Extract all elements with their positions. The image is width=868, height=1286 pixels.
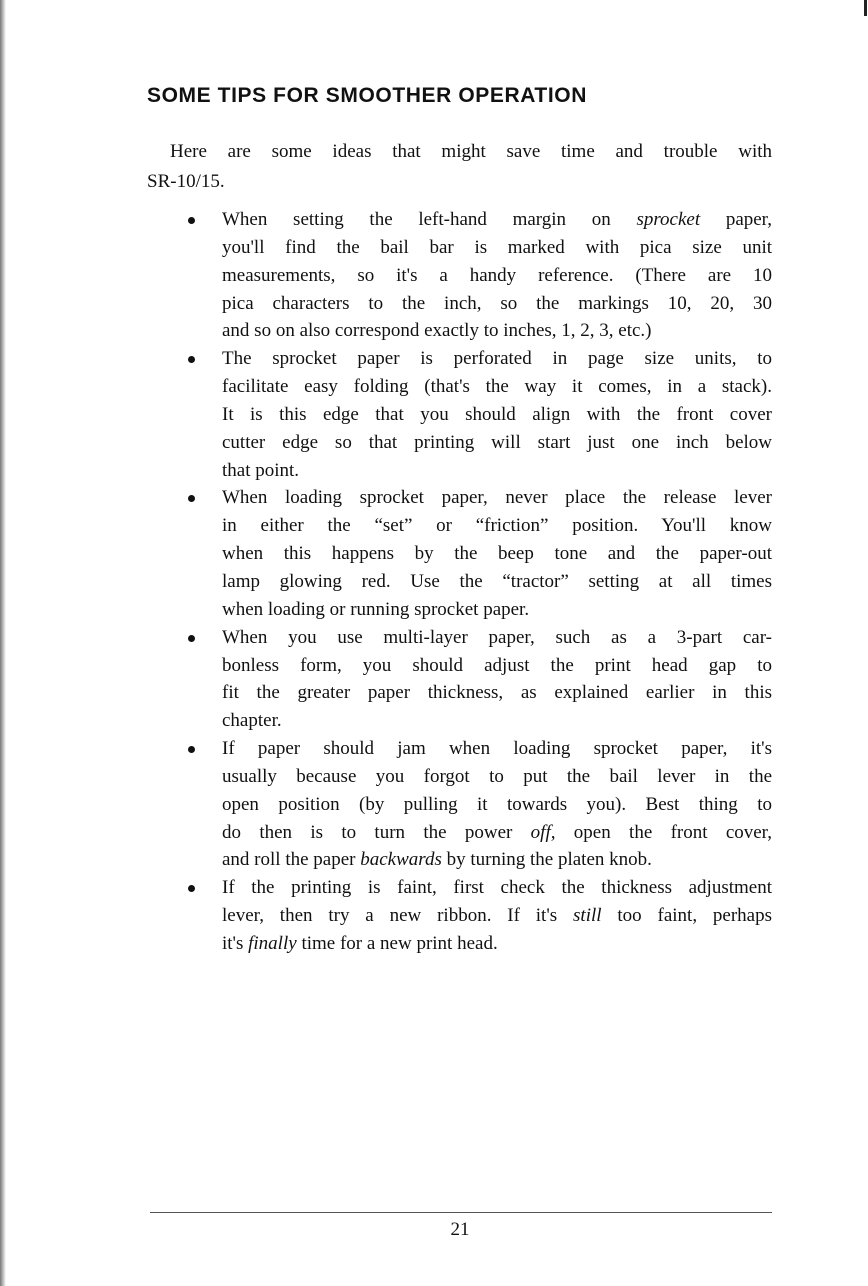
text-segment: open the front cover, xyxy=(555,821,773,843)
footer-rule xyxy=(150,1212,772,1213)
tips-list xyxy=(188,206,772,958)
text-segment: paper, xyxy=(700,209,772,230)
text-segment: by turning the platen knob. xyxy=(441,849,652,871)
tip-line xyxy=(222,206,772,234)
text-segment: usually because you forgot to put the bail lever in the xyxy=(222,765,772,787)
text-segment: bonless form, you should adjust the print head gap to xyxy=(222,654,772,676)
text-segment: lamp glowing red. Use the “tractor” setting at all times xyxy=(222,570,772,592)
tip-line xyxy=(222,596,772,624)
text-segment: When you use multi-layer paper, such as a 3-part car- xyxy=(222,626,772,648)
scan-edge xyxy=(0,0,6,1286)
text-segment: cutter edge so that printing will start just one inch below xyxy=(222,431,772,453)
text-segment: open position (by pulling it towards you). Best thing to xyxy=(222,793,772,815)
text-segment: you'll find the bail bar is marked with pica size unit xyxy=(222,236,772,258)
tip-line xyxy=(222,317,772,345)
text-segment: facilitate easy folding (that's the way it comes, in a stack). xyxy=(222,376,772,398)
tip-item xyxy=(188,206,772,345)
text-segment: it's xyxy=(222,932,249,954)
intro-line: Here are some ideas that might save time and trouble with xyxy=(170,141,772,162)
tip-line xyxy=(222,624,772,652)
tip-line xyxy=(222,234,772,262)
text-segment: fit the greater paper thickness, as explained earlier in this xyxy=(222,682,772,704)
emphasis-text: still xyxy=(573,905,602,927)
tip-line xyxy=(222,652,772,680)
tip-line xyxy=(222,568,772,596)
bullet-icon xyxy=(188,635,195,642)
tip-line xyxy=(222,819,772,847)
bullet-icon xyxy=(188,885,195,892)
text-segment: and so on also correspond exactly to inches, 1, 2, 3, etc.) xyxy=(222,320,652,342)
tip-line xyxy=(222,484,772,512)
emphasis-text: sprocket xyxy=(636,209,701,230)
tip-line xyxy=(222,791,772,819)
tip-item xyxy=(188,874,772,958)
tip-line xyxy=(222,457,772,485)
scan-mark xyxy=(864,0,867,16)
tip-line xyxy=(222,401,772,429)
text-segment: in either the “set” or “friction” position. You'll know xyxy=(222,515,772,537)
page-number: 21 xyxy=(450,1219,470,1240)
text-segment: The sprocket paper is perforated in page size units, to xyxy=(222,348,772,370)
section-heading: SOME TIPS FOR SMOOTHER OPERATION xyxy=(147,84,587,107)
text-segment: chapter. xyxy=(222,710,282,732)
text-segment: pica characters to the inch, so the markings 10, 20, 30 xyxy=(222,292,772,314)
tip-line xyxy=(222,345,772,373)
text-segment: and roll the paper xyxy=(222,849,361,871)
text-segment: lever, then try a new ribbon. If it's xyxy=(222,905,574,927)
tip-line xyxy=(222,930,772,958)
tip-item xyxy=(188,484,772,623)
text-segment: It is this edge that you should align with the front cover xyxy=(222,403,772,425)
text-segment: do then is to turn the power xyxy=(222,821,531,843)
tip-line xyxy=(222,874,772,902)
emphasis-text: off, xyxy=(530,821,556,843)
tip-line xyxy=(222,262,772,290)
bullet-icon xyxy=(188,356,195,363)
intro-paragraph xyxy=(147,137,772,197)
text-segment: measurements, so it's a handy reference. (There are 10 xyxy=(222,264,772,286)
tip-item xyxy=(188,735,772,874)
intro-line: SR-10/15. xyxy=(147,171,225,192)
tip-line xyxy=(222,763,772,791)
tip-item xyxy=(188,345,772,484)
emphasis-text: backwards xyxy=(360,849,442,871)
tip-line xyxy=(222,373,772,401)
bullet-icon xyxy=(188,495,195,502)
text-segment: When setting the left-hand margin on xyxy=(222,209,637,230)
text-segment: that point. xyxy=(222,459,300,481)
tip-line xyxy=(222,679,772,707)
tip-line xyxy=(222,512,772,540)
tip-line xyxy=(222,707,772,735)
tip-line xyxy=(222,902,772,930)
tip-line xyxy=(222,290,772,318)
tip-line xyxy=(222,735,772,763)
tip-item xyxy=(188,624,772,735)
text-segment: when loading or running sprocket paper. xyxy=(222,598,530,620)
tip-line xyxy=(222,540,772,568)
bullet-icon xyxy=(188,746,195,753)
text-segment: when this happens by the beep tone and the paper-out xyxy=(222,543,772,565)
text-segment: If the printing is faint, first check the thickness adjustment xyxy=(222,877,772,899)
text-segment: If paper should jam when loading sprocket paper, it's xyxy=(222,738,772,760)
text-segment: too faint, perhaps xyxy=(601,905,772,927)
text-segment: When loading sprocket paper, never place the release lever xyxy=(222,487,772,509)
text-segment: time for a new print head. xyxy=(296,932,498,954)
tip-line xyxy=(222,429,772,457)
tip-line xyxy=(222,846,772,874)
emphasis-text: finally xyxy=(248,932,297,954)
bullet-icon xyxy=(188,217,195,224)
